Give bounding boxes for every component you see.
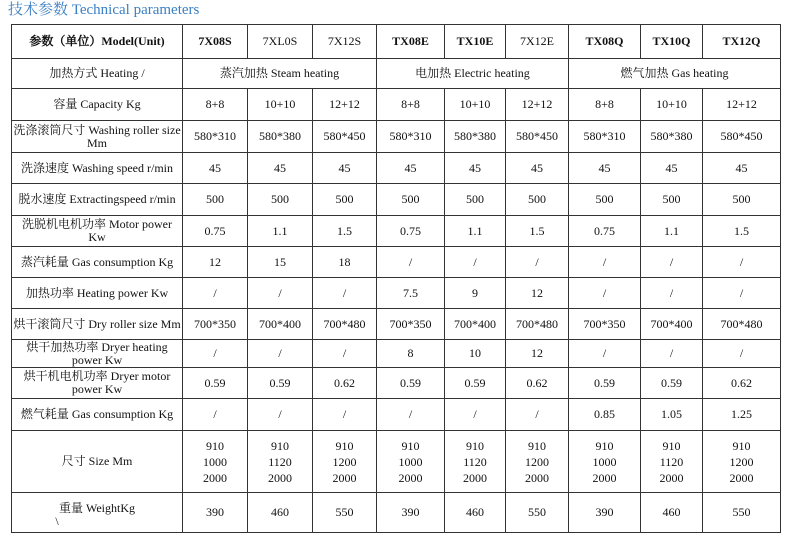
value-cell: /: [703, 340, 781, 368]
value-cell: 10: [445, 340, 506, 368]
weight-label-text: 重量 WeightKg: [58, 500, 136, 515]
model-cell: TX08E: [377, 25, 445, 59]
value-cell: 700*350: [569, 309, 641, 340]
value-cell: /: [248, 340, 313, 368]
heating-group-gas: 燃气加热 Gas heating: [569, 59, 781, 89]
value-cell: 500: [445, 184, 506, 216]
value-cell: 500: [248, 184, 313, 216]
value-cell: 9: [445, 278, 506, 309]
table-row: [12, 89, 781, 121]
value-cell: /: [183, 278, 248, 309]
value-cell: 15: [248, 247, 313, 278]
size-dimension: 910: [466, 438, 484, 453]
size-dimension: 1000: [203, 454, 227, 469]
value-cell: 580*450: [313, 121, 377, 153]
value-cell: 0.75: [377, 216, 445, 247]
row-label: 加热功率 Heating power Kw: [12, 278, 183, 309]
size-cell: [248, 431, 313, 493]
size-cell: [445, 431, 506, 493]
size-dimension: 910: [335, 438, 354, 453]
size-dimension: 2000: [592, 470, 617, 485]
size-dimension: 2000: [729, 470, 754, 485]
value-cell: 580*380: [641, 121, 703, 153]
value-cell: 500: [313, 184, 377, 216]
weight-row: [12, 493, 781, 533]
value-cell: 12+12: [703, 89, 781, 121]
size-row: [12, 431, 781, 493]
table-row: [12, 184, 781, 216]
value-cell: 460: [248, 493, 313, 533]
value-cell: /: [641, 278, 703, 309]
value-cell: 0.62: [506, 368, 569, 399]
value-cell: 550: [313, 493, 377, 533]
size-dimension: 2000: [463, 470, 487, 485]
size-cell: [569, 431, 641, 493]
value-cell: /: [248, 278, 313, 309]
header-label: 参数（单位）Model(Unit): [12, 25, 183, 59]
value-cell: /: [569, 278, 641, 309]
value-cell: 700*480: [506, 309, 569, 340]
size-cell: [703, 431, 781, 493]
value-cell: 390: [569, 493, 641, 533]
row-label: 脱水速度 Extractingspeed r/min: [12, 184, 183, 216]
value-cell: 12+12: [313, 89, 377, 121]
value-cell: 12: [506, 340, 569, 368]
value-cell: 580*450: [506, 121, 569, 153]
value-cell: /: [569, 340, 641, 368]
value-cell: 500: [506, 184, 569, 216]
model-cell: 7XL0S: [248, 25, 313, 59]
value-cell: /: [377, 247, 445, 278]
value-cell: 45: [641, 153, 703, 184]
value-cell: 45: [506, 153, 569, 184]
value-cell: /: [313, 340, 377, 368]
value-cell: /: [313, 278, 377, 309]
size-dimension: 1000: [398, 454, 423, 469]
value-cell: /: [641, 247, 703, 278]
value-cell: /: [183, 340, 248, 368]
size-cell: [641, 431, 703, 493]
size-dimension: 2000: [203, 470, 227, 485]
value-cell: 8+8: [377, 89, 445, 121]
value-cell: 1.05: [641, 399, 703, 431]
table-row: [12, 121, 781, 153]
row-label: 洗涤速度 Washing speed r/min: [12, 153, 183, 184]
page-title: 技术参数 Technical parameters: [8, 2, 200, 18]
heating-label: 加热方式 Heating /: [12, 59, 183, 89]
value-cell: 8+8: [569, 89, 641, 121]
size-dimension: 2000: [659, 470, 684, 485]
value-cell: 1.1: [641, 216, 703, 247]
value-cell: 700*480: [313, 309, 377, 340]
value-cell: 0.59: [445, 368, 506, 399]
value-cell: 700*400: [641, 309, 703, 340]
value-cell: 580*310: [569, 121, 641, 153]
value-cell: 700*400: [248, 309, 313, 340]
model-cell: TX08Q: [569, 25, 641, 59]
value-cell: 580*310: [183, 121, 248, 153]
table-row: [12, 278, 781, 309]
header-row: [12, 25, 781, 59]
model-cell: 7X12E: [506, 25, 569, 59]
table-row: [12, 216, 781, 247]
value-cell: /: [377, 399, 445, 431]
size-dimension: 910: [206, 438, 224, 453]
value-cell: 0.62: [703, 368, 781, 399]
value-cell: 8: [377, 340, 445, 368]
value-cell: 550: [703, 493, 781, 533]
heating-group-steam: 蒸汽加热 Steam heating: [183, 59, 377, 89]
value-cell: 10+10: [445, 89, 506, 121]
size-dimension: 2000: [398, 470, 423, 485]
value-cell: 12: [183, 247, 248, 278]
value-cell: /: [506, 399, 569, 431]
value-cell: 460: [445, 493, 506, 533]
value-cell: /: [183, 399, 248, 431]
value-cell: /: [641, 340, 703, 368]
size-dimension: 910: [732, 438, 751, 453]
size-dimension: 910: [595, 438, 614, 453]
value-cell: 580*380: [248, 121, 313, 153]
value-cell: 45: [313, 153, 377, 184]
model-cell: 7X12S: [313, 25, 377, 59]
value-cell: 500: [377, 184, 445, 216]
value-cell: 10+10: [248, 89, 313, 121]
value-cell: 1.5: [506, 216, 569, 247]
value-cell: 700*350: [183, 309, 248, 340]
value-cell: 390: [183, 493, 248, 533]
size-dimension: 910: [662, 438, 681, 453]
value-cell: 1.1: [445, 216, 506, 247]
value-cell: 1.25: [703, 399, 781, 431]
table-row: [12, 399, 781, 431]
value-cell: 45: [703, 153, 781, 184]
model-cell: TX12Q: [703, 25, 781, 59]
value-cell: 500: [569, 184, 641, 216]
value-cell: 500: [183, 184, 248, 216]
size-dimension: 910: [271, 438, 289, 453]
size-cell: [313, 431, 377, 493]
spec-table: [11, 24, 781, 533]
row-label: [12, 493, 183, 533]
value-cell: 0.59: [377, 368, 445, 399]
weight-label-tail: \: [55, 513, 59, 528]
size-dimension: 1120: [659, 454, 684, 469]
row-label: 烘干加热功率 Dryer heating power Kw: [12, 340, 183, 368]
value-cell: 0.75: [183, 216, 248, 247]
value-cell: 550: [506, 493, 569, 533]
value-cell: 580*380: [445, 121, 506, 153]
size-dimension: 1200: [525, 454, 549, 469]
size-cell: [377, 431, 445, 493]
heating-group-electric: 电加热 Electric heating: [377, 59, 569, 89]
heating-row: [12, 59, 781, 89]
value-cell: 580*310: [377, 121, 445, 153]
table-row: [12, 153, 781, 184]
value-cell: 700*480: [703, 309, 781, 340]
size-dimension: 1200: [729, 454, 754, 469]
value-cell: 45: [377, 153, 445, 184]
row-label: 洗脱机电机功率 Motor power Kw: [12, 216, 183, 247]
value-cell: 12: [506, 278, 569, 309]
value-cell: 45: [569, 153, 641, 184]
value-cell: 390: [377, 493, 445, 533]
value-cell: 12+12: [506, 89, 569, 121]
model-cell: TX10Q: [641, 25, 703, 59]
value-cell: 1.5: [313, 216, 377, 247]
table-row: [12, 309, 781, 340]
value-cell: 1.5: [703, 216, 781, 247]
value-cell: 1.1: [248, 216, 313, 247]
size-dimension: 910: [401, 438, 420, 453]
value-cell: 45: [183, 153, 248, 184]
size-dimension: 1200: [332, 454, 357, 469]
value-cell: 0.62: [313, 368, 377, 399]
value-cell: 0.59: [248, 368, 313, 399]
row-label: 尺寸 Size Mm: [12, 431, 183, 493]
row-label: 烘干滚筒尺寸 Dry roller size Mm: [12, 309, 183, 340]
value-cell: /: [445, 399, 506, 431]
value-cell: 0.59: [183, 368, 248, 399]
table-row: [12, 247, 781, 278]
value-cell: 18: [313, 247, 377, 278]
value-cell: 700*400: [445, 309, 506, 340]
row-label: 燃气耗量 Gas consumption Kg: [12, 399, 183, 431]
value-cell: /: [248, 399, 313, 431]
value-cell: 10+10: [641, 89, 703, 121]
value-cell: 45: [445, 153, 506, 184]
row-label: 容量 Capacity Kg: [12, 89, 183, 121]
value-cell: 7.5: [377, 278, 445, 309]
row-label: 烘干机电机功率 Dryer motor power Kw: [12, 368, 183, 399]
value-cell: /: [445, 247, 506, 278]
size-dimension: 1000: [592, 454, 617, 469]
size-dimension: 2000: [332, 470, 357, 485]
row-label: 蒸汽耗量 Gas consumption Kg: [12, 247, 183, 278]
value-cell: /: [313, 399, 377, 431]
table-row: [12, 340, 781, 368]
value-cell: 700*350: [377, 309, 445, 340]
value-cell: 460: [641, 493, 703, 533]
size-dimension: 2000: [525, 470, 549, 485]
value-cell: 500: [641, 184, 703, 216]
model-cell: 7X08S: [183, 25, 248, 59]
value-cell: 0.75: [569, 216, 641, 247]
value-cell: /: [703, 278, 781, 309]
value-cell: 580*450: [703, 121, 781, 153]
size-dimension: 910: [528, 438, 546, 453]
value-cell: /: [569, 247, 641, 278]
row-label: 洗涤滚筒尺寸 Washing roller size Mm: [12, 121, 183, 153]
value-cell: 45: [248, 153, 313, 184]
value-cell: /: [506, 247, 569, 278]
size-dimension: 1120: [268, 454, 292, 469]
size-cell: [506, 431, 569, 493]
model-cell: TX10E: [445, 25, 506, 59]
value-cell: 0.85: [569, 399, 641, 431]
table-row: [12, 368, 781, 399]
size-cell: [183, 431, 248, 493]
value-cell: 0.59: [569, 368, 641, 399]
size-dimension: 2000: [268, 470, 292, 485]
value-cell: 500: [703, 184, 781, 216]
value-cell: /: [703, 247, 781, 278]
value-cell: 0.59: [641, 368, 703, 399]
value-cell: 8+8: [183, 89, 248, 121]
size-dimension: 1120: [463, 454, 487, 469]
